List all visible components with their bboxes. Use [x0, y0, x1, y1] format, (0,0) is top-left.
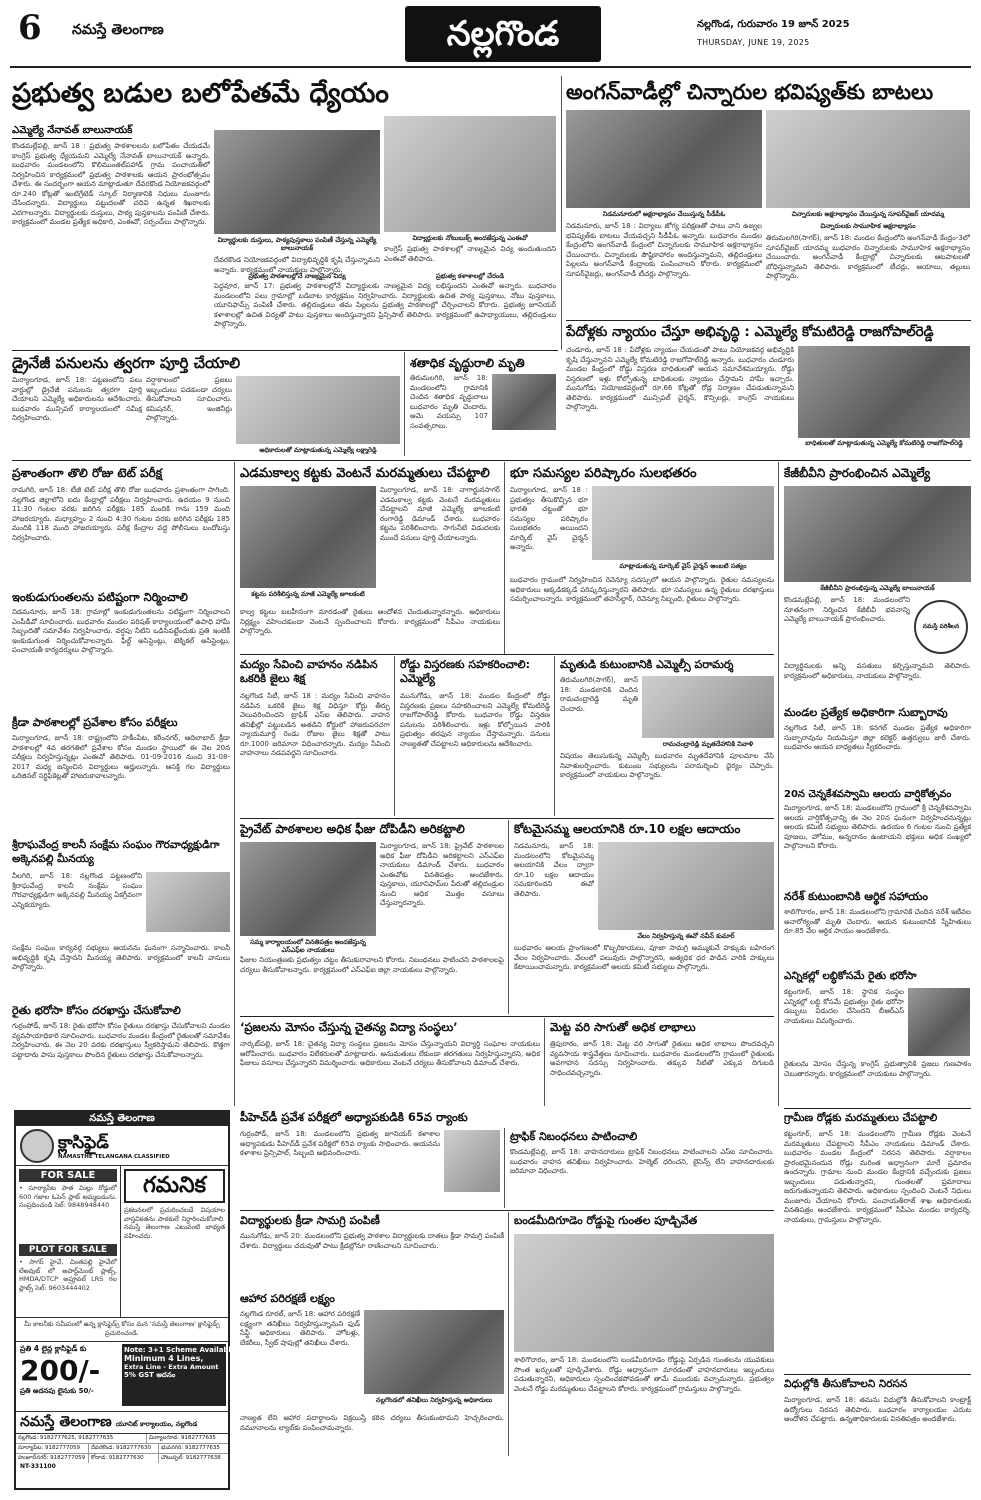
caption-a18: సమ్మ కార్యాలయంలో వినతిపత్రం అందజేస్తున్న ఎస్‌ఎఫ్‌ఐ నాయకులు	[250, 938, 366, 954]
headline-a14: రోడ్డు విస్తరణకు సహకరించాలి: ఎమ్మెల్యే	[400, 658, 531, 685]
phone-cell: దేవరకొండ: 9182777630	[88, 1444, 158, 1453]
sub-a3: చిన్నారులకు సామూహిక అక్షరాభ్యాసం	[820, 222, 916, 230]
headline-a20: 20న చెన్నకేశవస్వామి ఆలయ వార్షికోత్సవం	[784, 789, 952, 800]
sub-a2: ప్రభుత్వ కళాశాలల్లో చేరండి	[435, 272, 505, 280]
headline-a12: క్రీడా పాఠశాలల్లో ప్రవేశాల కోసం పరీక్షలు	[12, 716, 178, 729]
body-a31-b: నాణ్యత లేని ఆహార పదార్థాలను విక్రయిస్తే కఠిన చర్యలు తీసుకుంటామని హెచ్చరించారు. నమూనాలను ల్యాబ్‌కు పంపించామన్నారు.	[240, 1414, 504, 1432]
phone-table	[16, 1433, 228, 1463]
headline-a9: భూ సమస్యల పరిష్కారం సులభతరం	[510, 466, 697, 481]
body-a18-b: ఫీజుల నియంత్రణకు ప్రభుత్వం చట్టం తీసుకురావాలని కోరారు. నిబంధనలు పాటించని పాఠశాలలపై చర్యలు తీసుకోవాలన్నారు. కార్యక్రమంలో ఎస్‌ఎఫ్‌ఐ జిల్లా నాయకులు పాల్గొన్నారు.	[240, 956, 504, 974]
office-name: నమస్తే తెలంగాణ	[20, 1414, 112, 1430]
photo-a1	[214, 130, 380, 234]
body-a7: రామగిరి, జూన్ 18: టీజీ టెట్ పరీక్ష తొలి రోజు బుధవారం ప్రశాంతంగా సాగింది. నల్లగొండ జిల్లాలోని ఐదు కేంద్రాల్లో పరీక్షలు నిర్వహించారు. ఉదయం 9 నుంచి 11:30 గంటల వరకు జరిగిన పరీక్షకు 185 మందికి గాను 159 మంది హాజరయ్యారు. మధ్యాహ్నం 2 నుంచి 4:30 గంటల వరకు జరిగిన పరీక్షకు 185 మందికి 118 మంది హాజరయ్యారు. పరీక్ష కేంద్రాల వద్ద పోలీసులు బందోబస్తు నిర్వహించారు.	[12, 486, 230, 542]
headline-a5: డ్రైనేజీ పనులను త్వరగా పూర్తి చేయాలి	[12, 354, 241, 372]
photo-a8	[240, 486, 376, 588]
caption-a5: అధికారులతో మాట్లాడుతున్న ఎమ్మెల్యే లక్ష్మారెడ్డి	[259, 446, 377, 454]
photo-a19	[598, 842, 774, 930]
body-a29: మునుగోడు, జూన్ 20: మండలంలోని ప్రభుత్వ పాఠశాల విద్యార్థులకు దాతలు క్రీడా సామగ్రి పంపిణీ చేశారు. విద్యార్థులు చదువుతో పాటు క్రీడల్లోనూ రాణించాలని సూచించారు.	[240, 1232, 504, 1250]
photo-a5	[236, 376, 400, 444]
body-a2: కాంగ్రెస్ ప్రభుత్వ పాఠశాలల్లో నాణ్యమైన విద్య అందుతుందని ఎంఈవో తెలిపారు.	[384, 245, 556, 263]
phone-cell: సూర్యాపేట: 9182777059	[18, 1445, 80, 1451]
byline-a1: ఎమ్మెల్యే నేనావత్ బాలునాయక్	[12, 124, 132, 139]
stamp-text: నమస్తే పరిశీలన	[922, 623, 960, 630]
photo-a9	[592, 486, 774, 560]
caption-a3-1: నిడమనూరులో అక్షరాభ్యాసం చేయిస్తున్న సీడీపీఓ	[602, 210, 726, 218]
body-a2-b: పెద్దవూర, జూన్ 17: ప్రభుత్వ పాఠశాలల్లోనే విద్యార్థులకు నాణ్యమైన విద్య లభిస్తుందని ఎంఈవో అన్నారు. బుధవారం మండలంలోని పలు గ్రామాల్లో బడిబాట కార్యక్రమం నిర్వహించారు. విద్యార్థులకు ఉచిత పాఠ్య పుస్తకాలు, నోటు పుస్తకాలు, యూనిఫామ్స్ పంపిణీ చేశారు. తల్లిదండ్రులు తమ పిల్లలను ప్రభుత్వ పాఠశాలల్లో చేర్పించాలని కోరారు. ప్రభుత్వ జూనియర్ కళాశాలల్లో ఉచిత విద్యతో పాటు పుస్తకాలు అందిస్తున్నారని ప్రిన్సిపాల్ తెలిపారు. కార్యక్రమంలో ఉపాధ్యాయులు, తల్లిదండ్రులు పాల్గొన్నారు.	[214, 282, 556, 328]
caption-a19: వేలం నిర్వహిస్తున్న ఈవో నవీన్ కుమార్	[637, 932, 735, 940]
row-rule	[240, 818, 774, 819]
body-a28: కట్టంగూర్, జూన్ 18: మండలంలోని గ్రామీణ రోడ్లకు వెంటనే మరమ్మతులు చేపట్టాలని సీపీఎం నాయకులు డిమాండ్ చేశారు. బుధవారం మండల కేంద్రంలో నిరసన తెలిపారు. వర్షాకాలం ప్రారంభమైనందున రోడ్లు మరింత అధ్వానంగా మారే ప్రమాదం ఉందన్నారు. గ్రామాల నుంచి మండల కేంద్రానికి వచ్చేందుకు ప్రజలు ఇబ్బందులు పడుతున్నారని, గుంతలతో ప్రమాదాలు జరుగుతున్నాయని తెలిపారు. అధికారులు స్పందించి వెంటనే నిధులు మంజూరు చేయాలని కోరారు. పంచాయతీరాజ్ శాఖ అధికారులకు వినతిపత్రం అందజేశారు. కార్యక్రమంలో సీపీఎం మండల కార్యదర్శి, నాయకులు, గ్రామస్తులు పాల్గొన్నారు.	[784, 1130, 971, 1224]
body-a16: నల్లగొండ సిటీ, జూన్ 18: కనగల్ మండల ప్రత్యేక అధికారిగా సుబ్బారావును నియమిస్తూ జిల్లా కలెక్టర్ ఉత్తర్వులు జారీ చేశారు. బుధవారం ఆయన బాధ్యతలు స్వీకరించారు.	[784, 724, 971, 751]
paper-name: నమస్తే తెలంగాణ	[72, 22, 164, 38]
divider	[404, 352, 405, 456]
caption-a10: కేజీబీవీని ప్రారంభిస్తున్న ఎమ్మెల్యే బాలునాయక్	[820, 584, 935, 592]
photo-a18	[240, 842, 376, 936]
row-rule	[240, 654, 774, 655]
headline-a31: ఆహార పరిరక్షణే లక్ష్యం	[240, 1292, 335, 1305]
classified-seal-icon	[20, 1129, 54, 1163]
headline-a10: కేజీబీవీని ప్రారంభించిన ఎమ్మెల్యే	[784, 466, 931, 480]
notice-title: గమనిక	[124, 1169, 225, 1203]
classified-ad	[14, 1110, 236, 1490]
edition-title: నల్లగొండ	[446, 14, 560, 54]
body-a5: మిర్యాలగూడ, జూన్ 18: పట్టణంలోని పలు వార్డుల్లో డ్రైనేజీ పనులను త్వరగా పూర్తి చేయాలని ఎమ్మెల్యే అధికారులను ఆదేశించారు. బుధవారం మున్సిపల్ కార్యాలయంలో సమీక్ష నిర్వహించారు.	[12, 376, 142, 422]
headline-a32: విధుల్లోకి తీసుకోవాలని నిరసన	[784, 1378, 908, 1390]
body-a15-b: విషయం తెలుసుకున్న ఎమ్మెల్సీ బుధవారం మృతదేహానికి పూలమాల వేసి నివాళులర్పించారు. కుటుంబ సభ్యులను పరామర్శించి ధైర్యం చెప్పారు. కార్యక్రమంలో నాయకులు పాల్గొన్నారు.	[560, 752, 774, 779]
photo-a10	[784, 486, 971, 582]
divider	[508, 1212, 509, 1456]
divider	[544, 1018, 545, 1106]
body-a6: తిరుమలగిరి, జూన్ 18: మండలంలోని గ్రామానికి చెందిన శతాధిక వృద్ధురాలు బుధవారం మృతి చెందారు. ఆమె వయస్సు 107 సంవత్సరాలు.	[410, 374, 488, 430]
row-rule	[240, 1210, 774, 1211]
page-number: 6	[18, 8, 42, 48]
body-a11: నిడమనూరు, జూన్ 18: గ్రామాల్లో ఇంకుడుగుంతలను పటిష్టంగా నిర్మించాలని ఎంపీడీవో సూచించారు. బుధవారం మండల పరిషత్ కార్యాలయంలో ఉపాధి హామీ సిబ్బందితో సమావేశం నిర్వహించారు. వర్షపు నీటిని ఒడిసిపట్టేందుకు ప్రతి ఇంటికీ ఇంకుడుగుంత నిర్మించుకోవాలన్నారు. ఫీల్డ్ అసిస్టెంట్లు, టెక్నికల్ అసిస్టెంట్లు, పంచాయతీ కార్యదర్శులు పాల్గొన్నారు.	[12, 608, 230, 654]
headline-a26: పీహెచ్‌డీ ప్రవేశ పరీక్షలో అధ్యాపకుడికి 65వ ర్యాంకు	[240, 1110, 468, 1124]
plot-for-sale-label: PLOT FOR SALE	[19, 1244, 117, 1256]
headline-a1: ప్రభుత్వ బడుల బలోపేతమే ధ్యేయం	[12, 78, 389, 109]
phone-cell: హుజూర్‌నగర్: 9182777059	[18, 1455, 86, 1461]
phone-cell: నల్లగొండ: 9182777625, 9182777635	[18, 1435, 114, 1441]
body-a25-b: రైతులను మోసం చేస్తున్న కాంగ్రెస్ ప్రభుత్వానికి ప్రజలు గుణపాఠం చెబుతారన్నారు. కార్యక్రమంలో నాయకులు పాల్గొన్నారు.	[784, 1060, 971, 1078]
headline-a13: మద్యం సేవించి వాహనం నడిపిన ఒకరికి జైలు శిక్ష	[240, 658, 378, 685]
body-a12: మిర్యాలగూడ, జూన్ 18: రాష్ట్రంలోని హకీంపేట, కరీంనగర్, ఆదిలాబాద్ క్రీడా పాఠశాలల్లో 4వ తరగతిలో ప్రవేశాల కోసం మండల స్థాయిలో ఈ నెల 20న పరీక్షలు నిర్వహిస్తున్నట్లు ఎంఈవో తెలిపారు. 01-09-2016 నుంచి 31-08-2017 మధ్య జన్మించిన విద్యార్థులు అర్హులన్నారు. ఆసక్తి గల విద్యార్థులు ఒరిజినల్ సర్టిఫికెట్లతో హాజరుకావాలన్నారు.	[12, 734, 230, 780]
headline-a24: మెట్ట వరి సాగుతో అధిక లాభాలు	[550, 1020, 696, 1034]
body-a22: గుర్రంపోడ్, జూన్ 18: రైతు భరోసా కోసం రైతులు దరఖాస్తు చేసుకోవాలని మండల వ్యవసాయాధికారి సూచించారు. బుధవారం మండల కేంద్రంలో రైతులతో సమావేశం నిర్వహించారు. ఈ నెల 20 వరకు దరఖాస్తులు స్వీకరిస్తామని తెలిపారు. కొత్తగా పట్టాదారు పాసు పుస్తకాలు పొందిన రైతులు దరఖాస్తు చేసుకోవాలన్నారు.	[12, 1022, 230, 1059]
headline-a11: ఇంకుడుగుంతలను పటిష్టంగా నిర్మించాలి	[12, 590, 188, 604]
photo-a30	[514, 1234, 774, 1352]
body-a1: కొండమల్లేపల్లి, జూన్ 18 : ప్రభుత్వ పాఠశాలలను బలోపేతం చేయడమే కాంగ్రెస్ ప్రభుత్వ ధ్యేయమని ఎమ్మెల్యే నేనావత్ బాలునాయక్ అన్నారు. బుధవారం మండలంలోని కొలిముంతల్‌పహాడ్ గ్రామ పంచాయతీలో నిర్వహించిన కార్యక్రమంలో ప్రభుత్వ పాఠశాలకు ఆయన ప్రారంభోత్సవం చేశారు. ఈ సందర్భంగా ఆయన మాట్లాడుతూ దేవరకొండ నియోజకవర్గంలో రూ.240 కోట్లతో ఇంటిగ్రేటెడ్ స్కూల్ నిర్మాణానికి నిధులు మంజూరు చేసిందన్నారు. విద్యార్థులు పట్టుదలతో చదివి ఉన్నత శిఖరాలకు ఎదగాలన్నారు. విద్యార్థులకు దుస్తులు, పాఠ్య పుస్తకాలను పంపిణీ చేశారు. కార్యక్రమంలో మండల ప్రత్యేక అధికారి, ఎంఈవో, సర్పంచ్‌లు పాల్గొన్నారు.	[12, 142, 210, 226]
headline-a7: ప్రశాంతంగా తొలి రోజు టెట్ పరీక్ష	[12, 466, 163, 480]
headline-a3: అంగన్‌వాడీల్లో చిన్నారుల భవిష్యత్‌కు బాటలు	[566, 80, 934, 104]
date-telugu: నల్లగొండ, గురువారం 19 జూన్ 2025	[697, 19, 850, 30]
headline-a6: శతాధిక వృద్ధురాలి మృతి	[410, 356, 525, 370]
body-a9: మిర్యాలగూడ, జూన్ 18 : ప్రభుత్వం తీసుకొచ్చిన భూ భారతి చట్టంతో భూ సమస్యల పరిష్కారం సులభతరం అయిందని మార్కెట్ వైస్ చైర్మన్ అన్నారు.	[510, 486, 588, 551]
photo-a3-2	[766, 110, 970, 208]
caption-a2-photo: విద్యార్థులకు నోటుబుక్స్ అందజేస్తున్న ఎంఈవో	[412, 234, 528, 242]
headline-a8: ఎడమకాల్వ కట్టకు వెంటనే మరమ్మతులు చేపట్టాలి	[240, 466, 490, 481]
divider	[554, 656, 555, 816]
headline-a22: రైతు భరోసా కోసం దరఖాస్తు చేసుకోవాలి	[12, 1004, 181, 1017]
note-line-3: 5% GST అదనం	[124, 1371, 176, 1379]
body-a24: త్రిపురారం, జూన్ 18: మెట్ట వరి సాగుతో రైతులు అధిక లాభాలు పొందవచ్చని వ్యవసాయ శాస్త్రవేత్తలు సూచించారు. బుధవారం మండలంలోని గ్రామంలో రైతులకు అవగాహన సదస్సు నిర్వహించారు. తక్కువ నీటితో ఎక్కువ దిగుబడి సాధించవచ్చన్నారు.	[550, 1040, 774, 1077]
row-rule	[12, 460, 971, 461]
body-a19: నిడమనూరు, జూన్ 18: మండలంలోని కోటమైసమ్మ ఆలయానికి వేలం ద్వారా రూ.10 లక్షల ఆదాయం సమకూరిందని ఈవో తెలిపారు.	[514, 842, 594, 898]
office-suffix: యూనిట్ కార్యాలయం, నల్లగొండ	[115, 1420, 198, 1428]
for-sale-label: FOR SALE	[19, 1169, 117, 1182]
caption-a8: కట్టను పరిశీలిస్తున్న మాజీ ఎమ్మెల్యే జూలకంటి	[251, 590, 365, 598]
note-line-1: Minimum 4 Lines,	[124, 1354, 204, 1363]
row-rule	[566, 320, 971, 321]
body-a4: చండూరు, జూన్ 18 : పేదోళ్లకు న్యాయం చేయడంతో పాటు నియోజకవర్గ అభివృద్ధికి కృషి చేస్తున్నానని ఎమ్మెల్యే కోమటిరెడ్డి రాజగోపాల్‌రెడ్డి అన్నారు. బుధవారం చండూరు మండల కేంద్రంలో రోడ్డు విస్తరణ బాధితులతో ఆయన సమావేశమయ్యారు. రోడ్డు విస్తరణలో ఇళ్లు కోల్పోతున్న బాధితులకు న్యాయం చేస్తామని హామీ ఇచ్చారు. మునుగోడు నియోజకవర్గంలో రూ.66 కోట్లతో రోడ్ల నిర్మాణం చేపడుతున్నామని తెలిపారు. కార్యక్రమంలో మున్సిపల్ చైర్మన్, కౌన్సిలర్లు, కాంగ్రెస్ నాయకులు పాల్గొన్నారు.	[566, 346, 794, 411]
caption-a9: మాట్లాడుతున్న మార్కెట్ వైస్ చైర్మన్ అంబటి సత్యం	[619, 562, 747, 570]
body-a13: నల్లగొండ సిటీ, జూన్ 18 : మద్యం సేవించి వాహనం నడిపిన ఒకరికి జైలు శిక్ష విధిస్తూ కోర్టు తీర్పు వెలువరించిందని ట్రాఫిక్ ఎస్‌ఐ తెలిపారు. వాహన తనిఖీల్లో పట్టుబడిన అతడిని కోర్టులో హాజరుపరచగా న్యాయమూర్తి రెండు రోజుల జైలు శిక్షతో పాటు రూ.1000 జరిమానా విధించారన్నారు. మద్యం సేవించి వాహనాలు నడపవద్దని సూచించారు.	[240, 692, 390, 757]
phone-cell: మిర్యాలగూడ: 9182777635	[146, 1434, 228, 1443]
row-rule	[240, 1016, 774, 1017]
row-rule	[784, 1108, 971, 1109]
headline-a15: మృతుడి కుటుంబానికి ఎమ్మెల్సీ పరామర్శ	[560, 658, 734, 671]
divider	[234, 462, 235, 1106]
divider	[778, 462, 779, 1106]
body-a3-b: తిరుమలగిరి(సాగర్), జూన్ 18: మండల కేంద్రంలోని అంగన్‌వాడీ కేంద్రం-3లో సూపర్‌వైజర్ యాదమ్మ బుధవారం చిన్నారులకు సామూహిక అక్షరాభ్యాసం చేయించారు. అంగన్‌వాడీ కేంద్రాల్లో చిన్నారులకు ఆటపాటలతో బోధిస్తున్నామని తెలిపారు. కార్యక్రమంలో టీచర్లు, ఆయాలు, తల్లులు పాల్గొన్నారు.	[766, 234, 970, 280]
body-a8-b: కాల్వ కట్టలు బలహీనంగా మారడంతో రైతులు ఆందోళన చెందుతున్నారన్నారు. అధికారులు నిర్లక్ష్యం వహించకుండా వెంటనే స్పందించాలని కోరారు. కార్యక్రమంలో సీపీఎం నాయకులు పాల్గొన్నారు.	[240, 608, 500, 635]
divider	[508, 820, 509, 1014]
body-a26: గుర్రంపోడ్, జూన్ 18: మండలంలోని ప్రభుత్వ జూనియర్ కళాశాల అధ్యాపకుడు పీహెచ్‌డీ ప్రవేశ పరీక్షలో 65వ ర్యాంకు సాధించారు. ఆయనను కళాశాల ప్రిన్సిపాల్, సిబ్బంది అభినందించారు.	[240, 1130, 440, 1157]
sub-a1: ప్రభుత్వ పాఠశాలల్లోనే నాణ్యమైన విద్య	[248, 272, 346, 280]
photo-a4	[798, 346, 970, 438]
caption-a31: నల్లగొండలో తనిఖీలు నిర్వహిస్తున్న అధికారులు	[375, 1396, 493, 1404]
phone-cell: కోదాడ: 9182777630	[88, 1454, 158, 1463]
caption-a1-photo: విద్యార్థులకు దుస్తులు, పాఠ్యపుస్తకాలు పంపిణీ చేస్తున్న ఎమ్మెల్యే బాలునాయక్	[217, 236, 377, 252]
photo-a17	[146, 872, 230, 932]
body-a32: మిర్యాలగూడ, జూన్ 18: తమను విధుల్లోకి తీసుకోవాలని కాంట్రాక్ట్ ఉద్యోగులు నిరసన తెలిపారు. బుధవారం కార్యాలయం ఎదుట ఆందోళన చేపట్టారు. ఉన్నతాధికారులకు వినతిపత్రం అందజేశారు.	[784, 1396, 971, 1423]
headline-a25: ఎన్నికల్లో లబ్ధికోసమే రైతు భరోసా	[784, 970, 917, 982]
body-a1-b: దేవరకొండ నియోజకవర్గంలో విద్యాభివృద్ధికి కృషి చేస్తున్నామని అన్నారు. కార్యక్రమంలో నాయకులు పాల్గొన్నారు.	[214, 256, 380, 274]
body-a19-b: బుధవారం ఆలయ ప్రాంగణంలో కొబ్బరికాయలు, పూజా సామగ్రి అమ్ముకునే హక్కుకు బహిరంగ వేలం నిర్వహించారు. వేలంలో పలువురు పాల్గొన్నారని, అత్యధిక ధర పాడిన వారికి హక్కులు కేటాయించామన్నారు. కార్యక్రమంలో ఆలయ కమిటీ సభ్యులు పాల్గొన్నారు.	[514, 944, 774, 971]
phone-cell: భువనగిరి: 9182777635	[158, 1444, 228, 1453]
body-a17-b: సంక్షేమ సంఘం కార్యవర్గ సభ్యులు ఆయనను ఘనంగా సన్మానించారు. కాలనీ అభివృద్ధికి కృషి చేస్తానని మీనయ్య తెలిపారు. కార్యక్రమంలో కాలనీ వాసులు పాల్గొన్నారు.	[12, 944, 230, 971]
ad-2: • సాగర్ హైవే, చింతపల్లి హైవేలో లేఅవుట్ లో అపార్ట్‌మెంట్ ప్లాట్స్, HMDA/DTCP అప్రూవల్ LRS గల ప్లాట్స్ సెల్: 9603444402	[19, 1258, 117, 1292]
headline-a23: ‘ప్రజలను మోసం చేస్తున్న చైతన్య విద్యా సంస్థలు’	[240, 1020, 458, 1034]
row-rule	[784, 1374, 971, 1375]
headline-a17: శ్రీరాఘవేంద్ర కాలనీ సంక్షేమ సంఘం గౌరవాధ్యక్షుడిగా అక్కెనపల్లి మీనయ్య	[12, 839, 220, 865]
body-a15: తిరుమలగిరి(సాగర్), జూన్ 18: మండలానికి చెందిన రామచంద్రారెడ్డి మృతి చెందారు.	[560, 676, 638, 713]
photo-a25	[908, 988, 970, 1056]
phone-cell: చౌటుప్పల్: 9182777638	[158, 1454, 228, 1463]
body-a17: నీలగిరి, జూన్ 18: నల్లగొండ పట్టణంలోని శ్రీరాఘవేంద్ర కాలనీ సంక్షేమ సంఘం గౌరవాధ్యక్షుడిగా అక్కెనపల్లి మీనయ్య ఏకగ్రీవంగా ఎన్నికయ్యారు.	[12, 872, 142, 909]
body-a21: శాలిగౌరారం, జూన్ 18: మండలంలోని గ్రామానికి చెందిన నరేశ్ ఇటీవల అనారోగ్యంతో మృతి చెందారు. ఆయన కుటుంబానికి స్నేహితులు రూ.85 వేల ఆర్థిక సాయం అందజేశారు.	[784, 908, 971, 935]
masthead-rule	[10, 66, 971, 68]
body-a9-b: బుధవారం గ్రామంలో నిర్వహించిన రెవెన్యూ సదస్సులో ఆయన పాల్గొన్నారు. రైతుల సమస్యలను అధికారులు అక్కడికక్కడే పరిష్కరిస్తున్నారని తెలిపారు. భూ సమస్యలు ఉన్న రైతులు దరఖాస్తులు సమర్పించాలన్నారు. కార్యక్రమంలో తహసీల్దార్, రెవెన్యూ సిబ్బంది, రైతులు పాల్గొన్నారు.	[510, 576, 774, 603]
edition-title-block	[405, 6, 601, 62]
headline-a27: ట్రాఫిక్ నిబంధనలు పాటించాలి	[510, 1130, 638, 1143]
note-title: Note: 3+1 Scheme Available	[124, 1346, 236, 1354]
photo-a3-1	[566, 110, 762, 208]
body-a30: శాలిగౌరారం, జూన్ 18: మండలంలోని బండమీదిగూడెం రోడ్డుపై ఏర్పడిన గుంతలను యువకులు సొంత ఖర్చులతో పూడ్చివేశారు. రోడ్డు అధ్వానంగా మారడంతో వాహనదారులు ఇబ్బందులు పడుతున్నారని, అధికారులు స్పందించకపోవడంతో తామే ముందుకు వచ్చామన్నారు. ప్రభుత్వం వెంటనే రోడ్డు మరమ్మతులు చేపట్టాలని కోరారు. కార్యక్రమంలో గ్రామస్తులు పాల్గొన్నారు.	[514, 1356, 774, 1393]
price: 200/-	[20, 1354, 101, 1387]
photo-a31	[364, 1310, 504, 1394]
divider	[504, 1128, 505, 1208]
divider	[394, 656, 395, 816]
headline-a16: మండల ప్రత్యేక అధికారిగా సుబ్బారావు	[784, 706, 948, 719]
body-a3: నిడమనూరు, జూన్ 18 : విద్యాలు జోగ్య పరిక్షణతో పాటు వాని ఉజ్వల భవిష్యత్‌కు బాటలు వేయవచ్చని సీడీపీఓ అన్నారు. బుధవారం మండల కేంద్రంలోని అంగన్‌వాడీ కేంద్రంలో చిన్నారులకు సామూహిక అక్షరాభ్యాసం చేయించారు. చిన్నారులకు పౌష్టికాహారం అందిస్తున్నామని, తల్లిదండ్రులు పిల్లలను అంగన్‌వాడీ కేంద్రాలకు పంపించాలని కోరారు. కార్యక్రమంలో సూపర్‌వైజర్లు, అంగన్‌వాడీ టీచర్లు పాల్గొన్నారు.	[566, 222, 762, 278]
headline-a28: గ్రామీణ రోడ్లకు మరమ్మతులు చేపట్టాలి	[784, 1112, 938, 1124]
body-a5-b: వర్షాకాలంలో ప్రజలు ఇబ్బందులు పడకుండా చర్యలు తీసుకోవాలని సూచించారు. కమిషనర్, ఇంజినీర్లు పాల్గొన్నారు.	[146, 376, 232, 422]
caption-a4: బాధితులతో మాట్లాడుతున్న ఎమ్మెల్యే కోమటిరెడ్డి రాజగోపాల్‌రెడ్డి	[805, 439, 963, 447]
ad-code: NT-331100	[20, 1463, 56, 1470]
row-rule	[12, 350, 558, 351]
divider	[504, 462, 505, 654]
classified-banner: నమస్తే తెలంగాణ	[16, 1112, 228, 1126]
body-a31: నల్లగొండ రూరల్, జూన్ 18: ఆహార పరిరక్షణే లక్ష్యంగా తనిఖీలు నిర్వహిస్తున్నామని ఫుడ్ సేఫ్టీ అధికారులు తెలిపారు. హోటళ్లు, బేకరీలు, స్వీట్ షాపుల్లో తనిఖీలు చేశారు.	[240, 1310, 360, 1347]
body-a18: మిర్యాలగూడ, జూన్ 18: ప్రైవేట్ పాఠశాలల అధిక ఫీజు దోపిడీని అరికట్టాలని ఎస్‌ఎఫ్‌ఐ నాయకులు డిమాండ్ చేశారు. బుధవారం ఎంఈవోకు వినతిపత్రం అందజేశారు. పుస్తకాలు, యూనిఫామ్‌ల పేరుతో తల్లిదండ్రుల నుంచి అధిక మొత్తం వసూలు చేస్తున్నారన్నారు.	[380, 842, 504, 907]
headline-a30: బండమీదిగూడెం రోడ్డుపై గుంతల పూడ్చివేత	[514, 1214, 698, 1227]
classified-logo: క్లాసిఫైడ్	[58, 1132, 109, 1153]
body-a14: మునుగోడు, జూన్ 18: మండల కేంద్రంలో రోడ్డు విస్తరణకు ప్రజలు సహకరించాలని ఎమ్మెల్యే కోమటిరెడ్డి రాజగోపాల్‌రెడ్డి కోరారు. బుధవారం రోడ్డు విస్తరణ పనులను పరిశీలించారు. ఇళ్లు కోల్పోయిన వారికి ప్రభుత్వం తరఫున న్యాయం చేస్తామన్నారు. పనులు నాణ్యతతో చేపట్టాలని అధికారులను ఆదేశించారు.	[400, 692, 550, 748]
body-a25: కట్టంగూర్, జూన్ 18: స్థానిక సంస్థల ఎన్నికల్లో లబ్ధి కోసమే ప్రభుత్వం రైతు భరోసా డబ్బులు విడుదల చేసిందని బీఆర్‌ఎస్ నాయకులు విమర్శించారు.	[784, 988, 904, 1025]
headline-a19: కోటమైసమ్మ ఆలయానికి రూ.10 లక్షల ఆదాయం	[514, 822, 741, 836]
photo-a15	[642, 676, 774, 738]
caption-a15: రామచంద్రారెడ్డి మృతదేహానికి నివాళి	[662, 740, 754, 748]
headline-a29: విద్యార్థులకు క్రీడా సామగ్రి పంపిణీ	[240, 1214, 380, 1227]
classified-sub: NAMASTHE TELANGANA CLASSIFIED	[58, 1153, 170, 1160]
body-a23: నార్కట్‌పల్లి, జూన్ 18: చైతన్య విద్యా సంస్థలు ప్రజలను మోసం చేస్తున్నాయని విద్యార్థి సంఘాల నాయకులు ఆరోపించారు. బుధవారం విలేకరులతో మాట్లాడారు. అనుమతులు లేకుండా తరగతులు నిర్వహిస్తున్నారని, అధిక ఫీజులు వసూలు చేస్తున్నారని విమర్శించారు. అధికారులు వెంటనే చర్యలు తీసుకోవాలని డిమాండ్ చేశారు.	[240, 1040, 540, 1067]
stamp-seal	[914, 600, 968, 654]
caption-a3-2: చిన్నారులకు అక్షరాభ్యాసం చేయిస్తున్న సూపర్‌వైజర్ యాదమ్మ	[791, 210, 945, 218]
photo-a2	[384, 116, 556, 232]
headline-a21: నరేశ్ కుటుంబానికి ఆర్థిక సహాయం	[784, 890, 928, 903]
extra-line: ప్రతి అదనపు లైనుకు 50/-	[20, 1387, 94, 1395]
body-a10-b: విద్యార్థినులకు అన్ని వసతులు కల్పిస్తున్నామని తెలిపారు. కార్యక్రమంలో అధికారులు, నాయకులు పాల్గొన్నారు.	[784, 662, 971, 680]
photo-a6	[492, 374, 556, 430]
photo-a26	[444, 1130, 500, 1192]
body-a20: మిర్యాలగూడ, జూన్ 18: మండలంలోని గ్రామంలో శ్రీ చెన్నకేశవస్వామి ఆలయ వార్షికోత్సవాన్ని ఈ నెల 20న ఘనంగా నిర్వహించనున్నట్లు ఆలయ కమిటీ సభ్యులు తెలిపారు. ఉదయం 6 గంటల నుంచి ప్రత్యేక పూజలు, హోమం, అన్నదానం ఉంటాయని భక్తులు అధిక సంఖ్యలో పాల్గొనాలని కోరారు.	[784, 804, 971, 850]
body-a27: కొండమల్లేపల్లి, జూన్ 18: వాహనదారులు ట్రాఫిక్ నిబంధనలు పాటించాలని ఎస్‌ఐ సూచించారు. బుధవారం వాహన తనిఖీలు నిర్వహించారు. హెల్మెట్ ధరించని, లైసెన్స్ లేని వాహనదారులకు జరిమానా విధించారు.	[510, 1148, 774, 1175]
body-a10: కొండమల్లేపల్లి, జూన్ 18: మండలంలోని నూతనంగా నిర్మించిన కేజీబీవీ భవనాన్ని ఎమ్మెల్యే బాలునాయక్ ప్రారంభించారు.	[784, 596, 910, 623]
date-english: THURSDAY, JUNE 19, 2025	[697, 38, 810, 47]
headline-a18: ప్రైవేట్ పాఠశాలల అధిక ఫీజు దోపిడీని అరికట్టాలి	[240, 822, 465, 836]
body-a8: మిర్యాలగూడ, జూన్ 18: నాగార్జునసాగర్ ఎడమకాల్వ కట్టకు వెంటనే మరమ్మతులు చేపట్టాలని మాజీ ఎమ్మెల్యే జూలకంటి రంగారెడ్డి డిమాండ్ చేశారు. బుధవారం కట్టను పరిశీలించారు. సాగునీటి విడుదలకు ముందే పనులు పూర్తి చేయాలన్నారు.	[380, 486, 500, 542]
divider	[561, 76, 562, 350]
price-line: ప్రతి 4 లైన్ల క్లాసిఫైడ్ కు	[20, 1344, 87, 1353]
notice-text: ప్రకటనలలో ప్రచురించబడే విషయాల వాస్తవికతను పాఠకులే నిర్ధారించుకోవాలి. నమస్తే తెలంగాణ ఎటువంటి బాధ్యత వహించదు.	[124, 1206, 225, 1240]
ad-1: • సూర్యాపేట పాత మిల్లు రోడ్డులో 600 గజాల ఓపెన్ ప్లాట్ అమ్మబడును. సంప్రదించండి సెల్: 9848948440	[19, 1184, 117, 1209]
classified-info: మీ కాలనీకు సమీపంలో ఉన్న క్లాసిఫైడ్స్ కోసం మన 'నమస్తే తెలంగాణ' క్లాసిఫైడ్స్ ప్రచురించండి.	[16, 1317, 228, 1341]
note-line-2: Extra Line - Extra Amount	[124, 1363, 219, 1371]
headline-a4: పేదోళ్లకు న్యాయం చేస్తూ అభివృద్ధి : ఎమ్మెల్యే కోమటిరెడ్డి రాజగోపాల్‌రెడ్డి	[566, 324, 934, 340]
